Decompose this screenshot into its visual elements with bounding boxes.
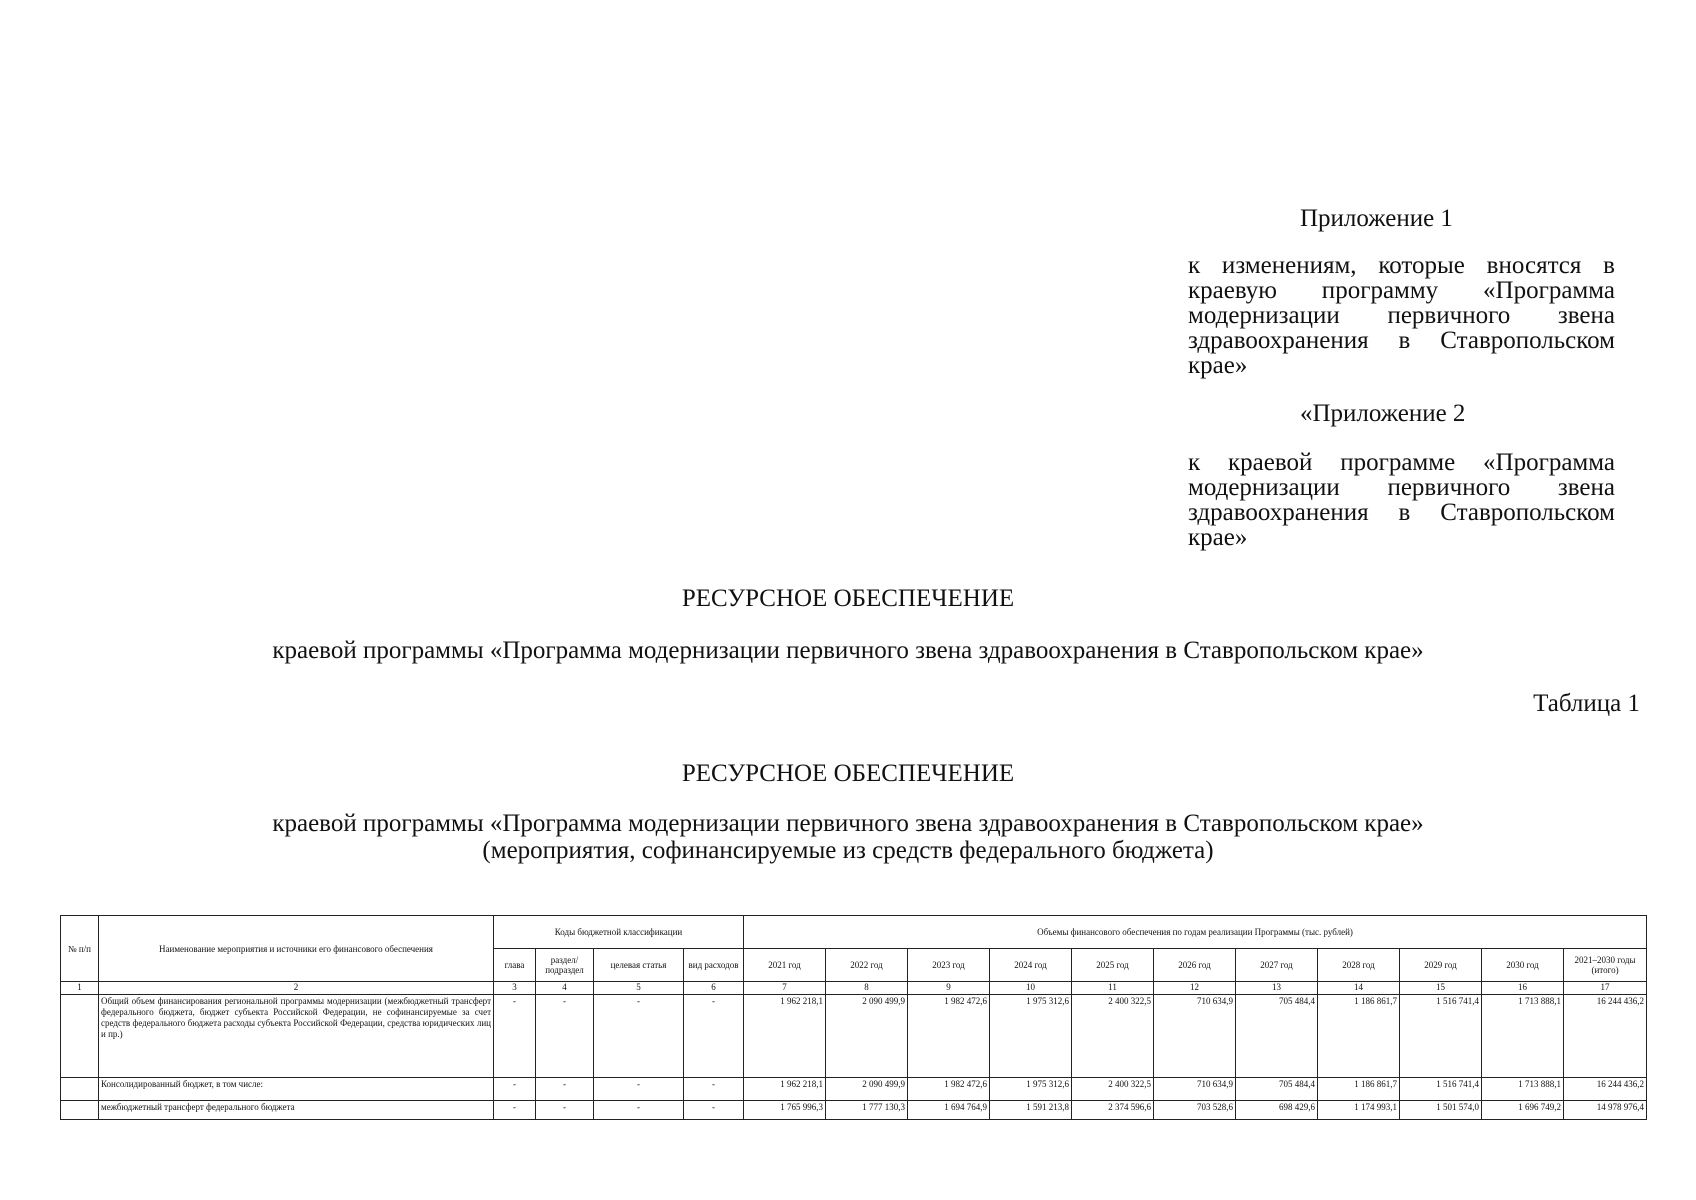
row-code: - [536,1101,594,1120]
column-index-cell: 1 [61,982,99,995]
row-value: 703 528,6 [1154,1101,1236,1120]
header-year-0: 2021 год [744,949,826,982]
column-index-cell: 7 [744,982,826,995]
row-value: 705 484,4 [1236,995,1318,1078]
row-value: 1 962 218,1 [744,1078,826,1101]
resource-subheading-2-line1: краевой программы «Программа модернизации первичного звена здравоохранения в Ставропольском крае» [272,810,1424,837]
column-index-cell: 16 [1482,982,1564,995]
column-index-cell: 9 [908,982,990,995]
column-index-cell: 5 [594,982,684,995]
column-index-cell: 4 [536,982,594,995]
header-num: № п/п [61,916,99,982]
table-row [61,995,1647,1078]
column-index-cell: 3 [494,982,536,995]
row-value: 1 765 996,3 [744,1101,826,1120]
table-row [61,1078,1647,1101]
resource-subheading-2-line2: (мероприятия, софинансируемые из средств федерального бюджета) [482,837,1214,864]
row-code: - [536,995,594,1078]
row-code: - [536,1078,594,1101]
header-code-2: целевая статья [594,949,684,982]
column-index-cell: 11 [1072,982,1154,995]
appendix2-title: «Приложение 2 [1300,400,1466,427]
row-value: 705 484,4 [1236,1078,1318,1101]
row-value: 1 696 749,2 [1482,1101,1564,1120]
header-year-2: 2023 год [908,949,990,982]
resource-subheading-1: краевой программы «Программа модернизации первичного звена здравоохранения в Ставропольском крае» [272,637,1424,664]
header-year-10: 2021–2030 годы (итого) [1564,949,1647,982]
column-index-cell: 6 [684,982,744,995]
header-year-5: 2026 год [1154,949,1236,982]
row-code: - [684,1101,744,1120]
header-year-8: 2029 год [1400,949,1482,982]
table-label: Таблица 1 [1533,690,1640,717]
column-index-cell: 15 [1400,982,1482,995]
column-index-cell: 8 [826,982,908,995]
row-name: межбюджетный трансферт федерального бюджета [99,1101,494,1120]
row-name: Общий объем финансирования региональной программы модернизации (межбюджетный трансферт федерального бюджета, бюджет субъекта Российской Федерации, не софинансируемые за счет средств федерального бюджета расходы субъекта Российской Федерации, средства юридических лиц и пр.) [99,995,494,1078]
row-value: 1 694 764,9 [908,1101,990,1120]
header-year-7: 2028 год [1318,949,1400,982]
column-index-cell: 13 [1236,982,1318,995]
row-value: 1 777 130,3 [826,1101,908,1120]
row-value: 1 186 861,7 [1318,995,1400,1078]
row-value: 2 374 596,6 [1072,1101,1154,1120]
row-value: 16 244 436,2 [1564,995,1647,1078]
header-code-3: вид расходов [684,949,744,982]
row-value: 2 090 499,9 [826,1078,908,1101]
row-num [61,995,99,1078]
row-value: 1 516 741,4 [1400,995,1482,1078]
row-value: 1 174 993,1 [1318,1101,1400,1120]
row-value: 1 591 213,8 [990,1101,1072,1120]
row-value: 1 982 472,6 [908,1078,990,1101]
row-code: - [594,1101,684,1120]
row-value: 1 713 888,1 [1482,1078,1564,1101]
resource-subheading-2 [0,810,1696,864]
resource-heading-2: РЕСУРСНОЕ ОБЕСПЕЧЕНИЕ [681,760,1015,787]
row-name: Консолидированный бюджет, в том числе: [99,1078,494,1101]
row-value: 2 400 322,5 [1072,995,1154,1078]
row-code: - [684,1078,744,1101]
column-index-cell: 14 [1318,982,1400,995]
finance-table [60,915,1647,1120]
header-code-0: глава [494,949,536,982]
row-value: 1 501 574,0 [1400,1101,1482,1120]
header-name: Наименование мероприятия и источники его финансового обеспечения [99,916,494,982]
row-value: 1 516 741,4 [1400,1078,1482,1101]
appendix2-text: к краевой программе «Программа модернизации первичного звена здравоохранения в Ставропольском крае» [1188,449,1615,551]
resource-heading-1: РЕСУРСНОЕ ОБЕСПЕЧЕНИЕ [681,585,1015,612]
column-index-cell: 2 [99,982,494,995]
header-year-9: 2030 год [1482,949,1564,982]
row-num [61,1078,99,1101]
header-codes-group: Коды бюджетной классификации [494,916,744,949]
row-code: - [684,995,744,1078]
row-value: 1 186 861,7 [1318,1078,1400,1101]
row-value: 710 634,9 [1154,1078,1236,1101]
row-value: 1 713 888,1 [1482,995,1564,1078]
column-index-cell: 17 [1564,982,1647,995]
row-value: 1 975 312,6 [990,995,1072,1078]
header-volumes-group: Объемы финансового обеспечения по годам реализации Программы (тыс. рублей) [744,916,1647,949]
row-value: 16 244 436,2 [1564,1078,1647,1101]
row-code: - [494,1101,536,1120]
header-year-6: 2027 год [1236,949,1318,982]
header-year-3: 2024 год [990,949,1072,982]
row-code: - [594,995,684,1078]
row-value: 1 975 312,6 [990,1078,1072,1101]
header-year-4: 2025 год [1072,949,1154,982]
row-value: 1 962 218,1 [744,995,826,1078]
row-value: 1 982 472,6 [908,995,990,1078]
column-index-cell: 12 [1154,982,1236,995]
row-num [61,1101,99,1120]
column-index-cell: 10 [990,982,1072,995]
header-code-1: раздел/ подраздел [536,949,594,982]
row-code: - [494,1078,536,1101]
appendix1-title: Приложение 1 [1300,205,1453,232]
row-code: - [594,1078,684,1101]
row-value: 710 634,9 [1154,995,1236,1078]
row-value: 698 429,6 [1236,1101,1318,1120]
table-row [61,1101,1647,1120]
row-value: 2 090 499,9 [826,995,908,1078]
row-value: 2 400 322,5 [1072,1078,1154,1101]
row-code: - [494,995,536,1078]
appendix1-text: к изменениям, которые вносятся в краевую программу «Программа модернизации первичного звена здравоохранения в Ставропольском крае» [1188,252,1615,379]
header-year-1: 2022 год [826,949,908,982]
row-value: 14 978 976,4 [1564,1101,1647,1120]
